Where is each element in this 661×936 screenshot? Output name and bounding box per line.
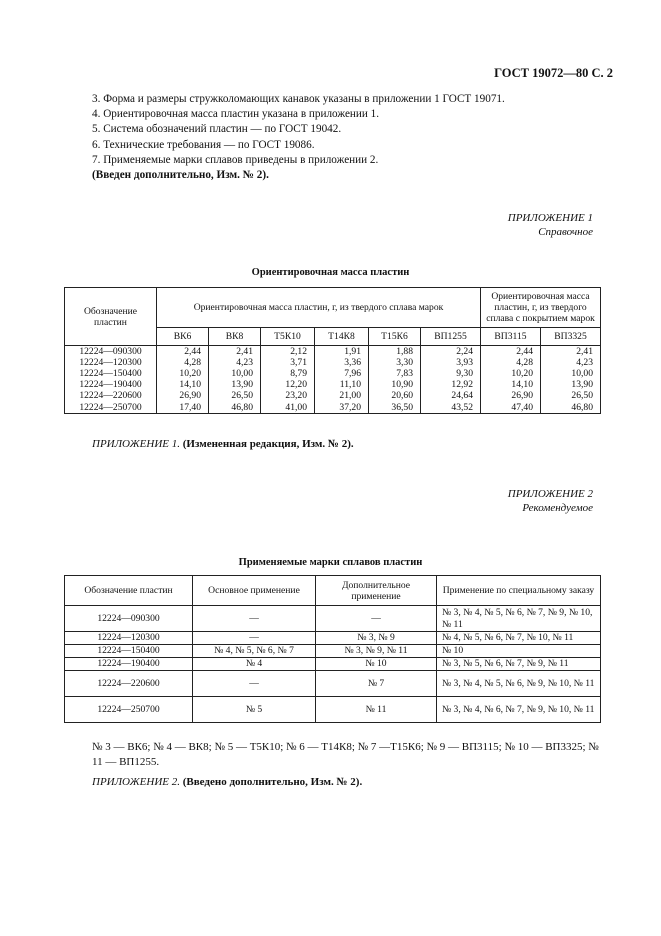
appendix1-note-text: (Измененная редакция, Изм. № 2).: [182, 438, 354, 450]
mass-value: 8,79: [261, 368, 315, 379]
mass-table-column-header: ВК6: [157, 328, 209, 346]
alloys-table-header-row: [65, 576, 601, 606]
mass-table-column-header: ВП3325: [541, 328, 601, 346]
special-order-application: № 3, № 4, № 5, № 6, № 7, № 9, № 10, № 11: [437, 606, 601, 632]
appendix2-ref: [508, 487, 593, 515]
table-row: [65, 645, 601, 658]
additional-application: № 3, № 9: [316, 632, 437, 645]
note-item: 4. Ориентировочная масса пластин указана в приложении 1.: [92, 108, 380, 121]
mass-value: 10,00: [541, 368, 601, 379]
mass-value: 2,44: [481, 346, 541, 358]
mass-value: 2,24: [421, 346, 481, 358]
mass-value: 20,60: [369, 391, 421, 402]
appendix2-sublabel: Рекомендуемое: [522, 502, 593, 514]
mass-value: 47,40: [481, 402, 541, 414]
mass-value: 12,20: [261, 380, 315, 391]
mass-value: 9,30: [421, 368, 481, 379]
special-order-application: № 3, № 5, № 6, № 7, № 9, № 11: [437, 658, 601, 671]
row-designation: 12224—220600: [65, 391, 157, 402]
row-designation: 12224—220600: [65, 671, 193, 697]
mass-value: 2,41: [541, 346, 601, 358]
mass-table-column-header: ВП3115: [481, 328, 541, 346]
alloys-table-body: [65, 606, 601, 723]
mass-value: 2,44: [157, 346, 209, 358]
mass-value: 2,12: [261, 346, 315, 358]
mass-value: 1,91: [315, 346, 369, 358]
mass-value: 7,83: [369, 368, 421, 379]
table-row: [65, 671, 601, 697]
mass-value: 4,28: [157, 357, 209, 368]
alloys-table: [64, 575, 601, 723]
notes-list: [92, 92, 505, 183]
mass-table: [64, 287, 601, 414]
mass-value: 26,90: [157, 391, 209, 402]
mass-value: 26,50: [541, 391, 601, 402]
mass-value: 26,90: [481, 391, 541, 402]
mass-value: 3,36: [315, 357, 369, 368]
table-row: [65, 606, 601, 632]
mass-table-header-group2: Ориентировочная масса пластин, г, из твердого сплава с покрытием марок: [481, 288, 601, 328]
alloys-table-column-header: Применение по специальному заказу: [437, 576, 601, 606]
mass-value: 4,28: [481, 357, 541, 368]
table-row: [65, 380, 601, 391]
mass-value: 14,10: [157, 380, 209, 391]
row-designation: 12224—120300: [65, 357, 157, 368]
appendix1-label: ПРИЛОЖЕНИЕ 1: [507, 212, 593, 224]
special-order-application: № 4, № 5, № 6, № 7, № 10, № 11: [437, 632, 601, 645]
mass-value: 4,23: [209, 357, 261, 368]
main-application: № 4, № 5, № 6, № 7: [193, 645, 316, 658]
table-row: [65, 357, 601, 368]
mass-value: 4,23: [541, 357, 601, 368]
appendix1-title: Ориентировочная масса пластин: [251, 267, 410, 278]
mass-value: 12,92: [421, 380, 481, 391]
mass-value: 17,40: [157, 402, 209, 414]
table-row: [65, 658, 601, 671]
mass-value: 41,00: [261, 402, 315, 414]
note-item: 6. Технические требования — по ГОСТ 19086.: [92, 138, 315, 151]
appendix1-ref: [508, 211, 593, 239]
mass-value: 24,64: [421, 391, 481, 402]
additional-application: № 10: [316, 658, 437, 671]
main-application: № 4: [193, 658, 316, 671]
mass-value: 10,00: [209, 368, 261, 379]
appendix1-sublabel: Справочное: [538, 226, 593, 238]
mass-table-column-header: ВП1255: [421, 328, 481, 346]
mass-table-column-header: ВК8: [209, 328, 261, 346]
notes-footer: (Введен дополнительно, Изм. № 2).: [92, 169, 269, 182]
additional-application: № 7: [316, 671, 437, 697]
mass-value: 37,20: [315, 402, 369, 414]
mass-value: 10,20: [157, 368, 209, 379]
row-designation: 12224—250700: [65, 402, 157, 414]
row-designation: 12224—090300: [65, 606, 193, 632]
row-designation: 12224—190400: [65, 658, 193, 671]
appendix2-note-prefix: ПРИЛОЖЕНИЕ 2.: [92, 776, 180, 788]
mass-value: 3,93: [421, 357, 481, 368]
mass-value: 46,80: [541, 402, 601, 414]
mass-table-header-designation: Обозначение пластин: [65, 288, 157, 346]
additional-application: № 11: [316, 697, 437, 723]
special-order-application: № 10: [437, 645, 601, 658]
page-header: ГОСТ 19072—80 С. 2: [494, 66, 613, 80]
mass-value: 13,90: [541, 380, 601, 391]
appendix1-note: [92, 438, 354, 450]
alloys-table-column-header: Основное применение: [193, 576, 316, 606]
mass-value: 23,20: [261, 391, 315, 402]
table-row: [65, 368, 601, 379]
additional-application: № 3, № 9, № 11: [316, 645, 437, 658]
main-application: —: [193, 606, 316, 632]
mass-value: 26,50: [209, 391, 261, 402]
row-designation: 12224—190400: [65, 380, 157, 391]
special-order-application: № 3, № 4, № 6, № 7, № 9, № 10, № 11: [437, 697, 601, 723]
mass-value: 2,41: [209, 346, 261, 358]
row-designation: 12224—150400: [65, 368, 157, 379]
table-row: [65, 402, 601, 414]
mass-table-column-header: Т5К10: [261, 328, 315, 346]
mass-value: 3,71: [261, 357, 315, 368]
mass-value: 14,10: [481, 380, 541, 391]
mass-table-header-group1: Ориентировочная масса пластин, г, из твердого сплава марок: [157, 288, 481, 328]
mass-value: 10,20: [481, 368, 541, 379]
table-row: [65, 632, 601, 645]
mass-value: 7,96: [315, 368, 369, 379]
alloys-table-column-header: Обозначение пластин: [65, 576, 193, 606]
note-item: 7. Применяемые марки сплавов приведены в приложении 2.: [92, 153, 379, 166]
mass-value: 1,88: [369, 346, 421, 358]
appendix2-note-text: (Введено дополнительно, Изм. № 2).: [182, 776, 363, 788]
alloy-legend: № 3 — ВК6; № 4 — ВК8; № 5 — Т5К10; № 6 — Т14К8; № 7 —Т15К6; № 9 — ВП3115; № 10 — ВП3325; № 11 — ВП1255.: [92, 741, 599, 768]
note-item: 5. Система обозначений пластин — по ГОСТ 19042.: [92, 123, 342, 136]
mass-value: 3,30: [369, 357, 421, 368]
appendix2-title: Применяемые марки сплавов пластин: [238, 557, 423, 568]
table-row: [65, 697, 601, 723]
main-application: —: [193, 632, 316, 645]
mass-value: 21,00: [315, 391, 369, 402]
table-row: [65, 391, 601, 402]
main-application: —: [193, 671, 316, 697]
mass-table-body: [65, 346, 601, 414]
row-designation: 12224—150400: [65, 645, 193, 658]
mass-value: 10,90: [369, 380, 421, 391]
mass-table-column-header: Т15К6: [369, 328, 421, 346]
mass-table-column-header: Т14К8: [315, 328, 369, 346]
appendix2-note: [92, 776, 362, 788]
main-application: № 5: [193, 697, 316, 723]
row-designation: 12224—120300: [65, 632, 193, 645]
note-item: 3. Форма и размеры стружколомающих канавок указаны в приложении 1 ГОСТ 19071.: [92, 93, 505, 105]
mass-value: 43,52: [421, 402, 481, 414]
appendix1-note-prefix: ПРИЛОЖЕНИЕ 1.: [92, 438, 180, 450]
row-designation: 12224—250700: [65, 697, 193, 723]
mass-value: 11,10: [315, 380, 369, 391]
mass-value: 46,80: [209, 402, 261, 414]
mass-value: 13,90: [209, 380, 261, 391]
mass-value: 36,50: [369, 402, 421, 414]
alloys-table-column-header: Дополнительное применение: [316, 576, 437, 606]
row-designation: 12224—090300: [65, 346, 157, 358]
additional-application: —: [316, 606, 437, 632]
appendix2-label: ПРИЛОЖЕНИЕ 2: [507, 488, 593, 500]
table-row: [65, 346, 601, 358]
special-order-application: № 3, № 4, № 5, № 6, № 9, № 10, № 11: [437, 671, 601, 697]
